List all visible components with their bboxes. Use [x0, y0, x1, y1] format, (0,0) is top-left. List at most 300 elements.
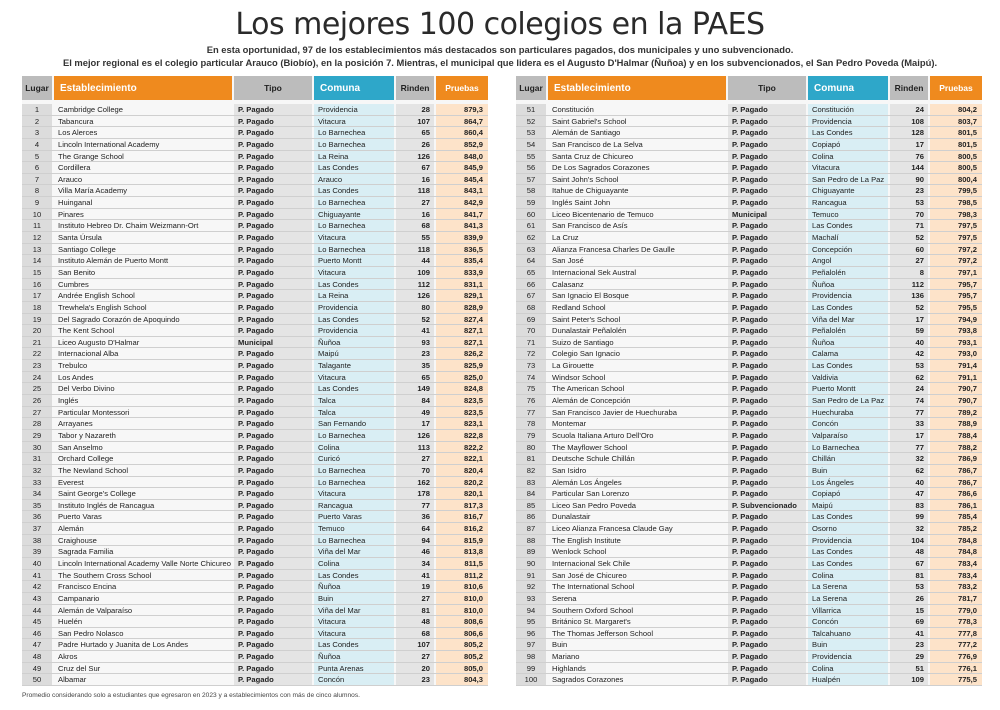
cell-rinden: 94	[396, 535, 434, 546]
cell-lugar: 67	[516, 290, 546, 301]
cell-pruebas: 784,8	[930, 535, 982, 546]
cell-rinden: 17	[890, 314, 928, 325]
cell-pruebas: 776,1	[930, 663, 982, 674]
cell-pruebas: 795,7	[930, 279, 982, 290]
cell-establecimiento: San Anselmo	[58, 442, 103, 452]
cell-lugar: 74	[516, 372, 546, 383]
header-establecimiento: Establecimiento	[54, 76, 232, 100]
cell-rinden: 126	[396, 430, 434, 441]
cell-lugar: 86	[516, 511, 546, 522]
cell-tipo: P. Pagado	[234, 372, 312, 383]
cell-comuna: Providencia	[314, 325, 394, 336]
cell-tipo: P. Pagado	[728, 360, 806, 371]
cell-comuna: Hualpén	[808, 674, 888, 685]
cell-comuna: Curicó	[314, 453, 394, 464]
cell-establecimiento: Southern Oxford School	[552, 605, 634, 615]
cell-establecimiento: Inglés Saint John	[552, 198, 611, 208]
cell-establecimiento: Everest	[58, 477, 84, 487]
cell-establecimiento: Tabancura	[58, 116, 94, 126]
table-row	[516, 337, 982, 349]
cell-pruebas: 879,3	[436, 104, 488, 115]
cell-establecimiento: Internacional Sek Austral	[552, 267, 637, 277]
cell-comuna: Lo Barnechea	[314, 139, 394, 150]
cell-pruebas: 827,4	[436, 314, 488, 325]
cell-comuna: Talca	[314, 407, 394, 418]
cell-establecimiento: Alianza Francesa Charles De Gaulle	[552, 244, 675, 254]
table-row	[516, 477, 982, 489]
cell-rinden: 32	[890, 453, 928, 464]
table-row	[516, 244, 982, 256]
cell-establecimiento: Los Andes	[58, 372, 94, 382]
cell-pruebas: 790,7	[930, 383, 982, 394]
cell-pruebas: 804,3	[436, 674, 488, 685]
cell-pruebas: 827,1	[436, 337, 488, 348]
cell-lugar: 53	[516, 127, 546, 138]
cell-lugar: 4	[22, 139, 52, 150]
cell-lugar: 68	[516, 302, 546, 313]
cell-rinden: 23	[396, 674, 434, 685]
cell-comuna: La Serena	[808, 581, 888, 592]
cell-lugar: 8	[22, 185, 52, 196]
cell-tipo: P. Pagado	[728, 453, 806, 464]
cell-comuna: Las Condes	[314, 162, 394, 173]
cell-pruebas: 788,2	[930, 442, 982, 453]
cell-tipo: P. Pagado	[728, 605, 806, 616]
cell-pruebas: 825,9	[436, 360, 488, 371]
header-lugar: Lugar	[516, 76, 546, 100]
cell-comuna: Temuco	[808, 209, 888, 220]
cell-pruebas: 822,2	[436, 442, 488, 453]
cell-comuna: La Reina	[314, 290, 394, 301]
table-row	[22, 244, 488, 256]
cell-rinden: 34	[396, 558, 434, 569]
cell-comuna: Lo Barnechea	[314, 477, 394, 488]
cell-pruebas: 803,7	[930, 116, 982, 127]
table-row	[22, 383, 488, 395]
cell-lugar: 37	[22, 523, 52, 534]
cell-rinden: 118	[396, 244, 434, 255]
cell-comuna: Viña del Mar	[314, 546, 394, 557]
cell-tipo: P. Pagado	[728, 639, 806, 650]
cell-pruebas: 820,4	[436, 465, 488, 476]
cell-lugar: 56	[516, 162, 546, 173]
cell-comuna: Ñuñoa	[314, 581, 394, 592]
cell-lugar: 29	[22, 430, 52, 441]
cell-establecimiento: Saint Gabriel's School	[552, 116, 627, 126]
cell-rinden: 62	[890, 372, 928, 383]
cell-comuna: Concón	[808, 616, 888, 627]
cell-rinden: 77	[396, 500, 434, 511]
table-row	[22, 360, 488, 372]
cell-pruebas: 810,0	[436, 605, 488, 616]
cell-pruebas: 778,3	[930, 616, 982, 627]
cell-comuna: Vitacura	[314, 116, 394, 127]
cell-lugar: 76	[516, 395, 546, 406]
table-row	[22, 185, 488, 197]
table-row	[516, 605, 982, 617]
table-row	[516, 407, 982, 419]
cell-comuna: Arauco	[314, 174, 394, 185]
cell-establecimiento: Arauco	[58, 174, 83, 184]
cell-comuna: Concón	[808, 418, 888, 429]
cell-lugar: 73	[516, 360, 546, 371]
cell-tipo: P. Pagado	[234, 220, 312, 231]
cell-lugar: 17	[22, 290, 52, 301]
cell-lugar: 32	[22, 465, 52, 476]
table-row	[516, 209, 982, 221]
cell-rinden: 16	[396, 174, 434, 185]
cell-tipo: P. Pagado	[234, 418, 312, 429]
cell-lugar: 96	[516, 628, 546, 639]
cell-comuna: Las Condes	[808, 360, 888, 371]
cell-rinden: 32	[890, 523, 928, 534]
cell-lugar: 72	[516, 348, 546, 359]
cell-rinden: 27	[396, 453, 434, 464]
cell-comuna: Providencia	[314, 302, 394, 313]
cell-pruebas: 841,7	[436, 209, 488, 220]
cell-lugar: 50	[22, 674, 52, 685]
cell-pruebas: 797,2	[930, 255, 982, 266]
cell-tipo: P. Subvencionado	[728, 500, 806, 511]
cell-comuna: Providencia	[314, 104, 394, 115]
cell-pruebas: 798,3	[930, 209, 982, 220]
cell-tipo: P. Pagado	[234, 127, 312, 138]
table-row	[516, 174, 982, 186]
cell-tipo: P. Pagado	[234, 185, 312, 196]
cell-rinden: 26	[396, 139, 434, 150]
cell-lugar: 95	[516, 616, 546, 627]
table-row	[22, 488, 488, 500]
cell-lugar: 21	[22, 337, 52, 348]
cell-establecimiento: Sagrada Familia	[58, 547, 114, 557]
cell-lugar: 100	[516, 674, 546, 685]
cell-rinden: 20	[396, 663, 434, 674]
cell-establecimiento: Instituto Hebreo Dr. Chaim Weizmann-Ort	[58, 221, 199, 231]
header-comuna: Comuna	[314, 76, 394, 100]
cell-tipo: P. Pagado	[234, 442, 312, 453]
cell-lugar: 70	[516, 325, 546, 336]
table-row	[516, 616, 982, 628]
cell-tipo: P. Pagado	[234, 616, 312, 627]
cell-pruebas: 798,5	[930, 197, 982, 208]
cell-comuna: Peñalolén	[808, 267, 888, 278]
cell-lugar: 12	[22, 232, 52, 243]
cell-lugar: 89	[516, 546, 546, 557]
cell-rinden: 51	[890, 663, 928, 674]
cell-pruebas: 860,4	[436, 127, 488, 138]
cell-establecimiento: Constitución	[552, 105, 594, 114]
cell-tipo: P. Pagado	[234, 290, 312, 301]
cell-tipo: P. Pagado	[234, 209, 312, 220]
cell-establecimiento: Liceo Augusto D'Halmar	[58, 337, 140, 347]
cell-tipo: P. Pagado	[728, 477, 806, 488]
cell-pruebas: 805,2	[436, 651, 488, 662]
header-rinden: Rinden	[396, 76, 434, 100]
table-row	[516, 220, 982, 232]
table-row	[22, 523, 488, 535]
cell-pruebas: 822,1	[436, 453, 488, 464]
cell-pruebas: 848,0	[436, 151, 488, 162]
cell-comuna: Constitución	[808, 104, 888, 115]
cell-establecimiento: Liceo San Pedro Poveda	[552, 500, 637, 510]
cell-establecimiento: The English Institute	[552, 535, 621, 545]
cell-establecimiento: Saint Peter's School	[552, 314, 621, 324]
cell-comuna: Copiapó	[808, 488, 888, 499]
cell-comuna: San Fernando	[314, 418, 394, 429]
cell-establecimiento: San Benito	[58, 267, 96, 277]
cell-rinden: 26	[890, 593, 928, 604]
cell-rinden: 40	[890, 337, 928, 348]
table-row	[22, 279, 488, 291]
cell-pruebas: 852,9	[436, 139, 488, 150]
cell-rinden: 46	[396, 546, 434, 557]
cell-comuna: Colina	[314, 558, 394, 569]
cell-comuna: Maipú	[314, 348, 394, 359]
cell-lugar: 82	[516, 465, 546, 476]
ranking-table-right	[516, 76, 982, 686]
cell-tipo: P. Pagado	[728, 558, 806, 569]
cell-pruebas: 839,9	[436, 232, 488, 243]
cell-rinden: 52	[890, 232, 928, 243]
cell-lugar: 22	[22, 348, 52, 359]
cell-pruebas: 805,0	[436, 663, 488, 674]
cell-comuna: Las Condes	[808, 546, 888, 557]
cell-pruebas: 794,9	[930, 314, 982, 325]
cell-lugar: 36	[22, 511, 52, 522]
cell-rinden: 81	[890, 570, 928, 581]
table-row	[22, 209, 488, 221]
cell-establecimiento: The Southern Cross School	[58, 570, 152, 580]
cell-tipo: P. Pagado	[728, 372, 806, 383]
cell-lugar: 44	[22, 605, 52, 616]
cell-comuna: Las Condes	[314, 279, 394, 290]
cell-tipo: P. Pagado	[728, 593, 806, 604]
cell-establecimiento: San José	[552, 256, 584, 266]
cell-establecimiento: Santa Cruz de Chicureo	[552, 151, 634, 161]
cell-lugar: 26	[22, 395, 52, 406]
table-row	[516, 628, 982, 640]
cell-pruebas: 801,5	[930, 139, 982, 150]
cell-pruebas: 828,9	[436, 302, 488, 313]
cell-establecimiento: Huinganal	[58, 198, 93, 208]
cell-lugar: 25	[22, 383, 52, 394]
table-row	[22, 430, 488, 442]
table-row	[516, 593, 982, 605]
cell-lugar: 10	[22, 209, 52, 220]
table-row	[516, 663, 982, 675]
cell-pruebas: 843,1	[436, 185, 488, 196]
cell-comuna: La Serena	[808, 593, 888, 604]
cell-establecimiento: The American School	[552, 384, 625, 394]
table-row	[22, 325, 488, 337]
cell-rinden: 23	[890, 185, 928, 196]
cell-establecimiento: Instituto Inglés de Rancagua	[58, 500, 155, 510]
cell-comuna: Vitacura	[314, 267, 394, 278]
table-row	[516, 290, 982, 302]
cell-rinden: 55	[396, 232, 434, 243]
cell-rinden: 52	[396, 314, 434, 325]
ranking-table-left	[22, 76, 488, 686]
cell-rinden: 52	[890, 302, 928, 313]
cell-tipo: P. Pagado	[234, 139, 312, 150]
cell-pruebas: 777,8	[930, 628, 982, 639]
cell-comuna: Vitacura	[314, 488, 394, 499]
cell-establecimiento: The International School	[552, 582, 635, 592]
cell-lugar: 47	[22, 639, 52, 650]
cell-tipo: P. Pagado	[728, 267, 806, 278]
cell-lugar: 23	[22, 360, 52, 371]
table-row	[22, 500, 488, 512]
cell-establecimiento: Andrée English School	[58, 291, 135, 301]
cell-establecimiento: Orchard College	[58, 454, 114, 464]
cell-tipo: P. Pagado	[728, 488, 806, 499]
cell-tipo: P. Pagado	[234, 104, 312, 115]
table-row	[22, 639, 488, 651]
cell-pruebas: 831,1	[436, 279, 488, 290]
cell-tipo: P. Pagado	[234, 663, 312, 674]
cell-lugar: 75	[516, 383, 546, 394]
cell-tipo: P. Pagado	[728, 162, 806, 173]
cell-pruebas: 835,4	[436, 255, 488, 266]
cell-establecimiento: Suizo de Santiago	[552, 337, 614, 347]
cell-rinden: 41	[396, 570, 434, 581]
cell-lugar: 5	[22, 151, 52, 162]
cell-rinden: 108	[890, 116, 928, 127]
cell-lugar: 58	[516, 185, 546, 196]
cell-lugar: 92	[516, 581, 546, 592]
cell-comuna: Puerto Varas	[314, 511, 394, 522]
table-row	[22, 663, 488, 675]
table-row	[22, 651, 488, 663]
cell-pruebas: 833,9	[436, 267, 488, 278]
cell-tipo: P. Pagado	[234, 197, 312, 208]
cell-rinden: 29	[890, 651, 928, 662]
cell-tipo: P. Pagado	[728, 430, 806, 441]
cell-comuna: Puerto Montt	[808, 383, 888, 394]
cell-lugar: 59	[516, 197, 546, 208]
cell-tipo: P. Pagado	[234, 232, 312, 243]
table-row	[22, 407, 488, 419]
cell-tipo: P. Pagado	[234, 407, 312, 418]
cell-rinden: 60	[890, 244, 928, 255]
table-row	[22, 220, 488, 232]
cell-establecimiento: San José de Chicureo	[552, 570, 627, 580]
table-row	[22, 174, 488, 186]
cell-establecimiento: La Cruz	[552, 233, 579, 243]
cell-lugar: 52	[516, 116, 546, 127]
table-row	[22, 511, 488, 523]
subtitle-line-2: El mejor regional es el colegio particular Arauco (Biobío), en la posición 7. Mientras, el municipal que lidera es el Augusto D'Halmar (Ñuñoa) y en los subvencionados, el San Pedro Poveda (Maipú).	[62, 57, 938, 68]
cell-pruebas: 800,4	[930, 174, 982, 185]
cell-tipo: P. Pagado	[728, 174, 806, 185]
header-rinden: Rinden	[890, 76, 928, 100]
table-row	[22, 546, 488, 558]
cell-tipo: P. Pagado	[234, 465, 312, 476]
cell-establecimiento: Santa Úrsula	[58, 233, 102, 243]
cell-pruebas: 783,4	[930, 570, 982, 581]
cell-rinden: 15	[890, 605, 928, 616]
cell-rinden: 40	[890, 477, 928, 488]
table-row	[516, 279, 982, 291]
header-tipo: Tipo	[728, 76, 806, 100]
cell-establecimiento: The Grange School	[58, 151, 124, 161]
cell-tipo: P. Pagado	[234, 267, 312, 278]
cell-comuna: Rancagua	[314, 500, 394, 511]
cell-comuna: Las Condes	[808, 558, 888, 569]
table-row	[516, 535, 982, 547]
cell-comuna: Colina	[808, 570, 888, 581]
cell-pruebas: 801,5	[930, 127, 982, 138]
cell-comuna: Lo Barnechea	[314, 465, 394, 476]
cell-lugar: 9	[22, 197, 52, 208]
cell-comuna: San Pedro de La Paz	[808, 174, 888, 185]
cell-establecimiento: Del Verbo Divino	[58, 384, 115, 394]
cell-pruebas: 795,5	[930, 302, 982, 313]
cell-pruebas: 793,8	[930, 325, 982, 336]
cell-tipo: P. Pagado	[728, 185, 806, 196]
cell-comuna: Concón	[314, 674, 394, 685]
cell-comuna: Las Condes	[808, 220, 888, 231]
cell-lugar: 3	[22, 127, 52, 138]
cell-pruebas: 800,5	[930, 162, 982, 173]
cell-rinden: 144	[890, 162, 928, 173]
cell-comuna: Vitacura	[314, 628, 394, 639]
cell-establecimiento: Huelén	[58, 617, 83, 627]
cell-establecimiento: Alemán Los Ángeles	[552, 477, 622, 487]
table-row	[22, 372, 488, 384]
cell-pruebas: 823,5	[436, 395, 488, 406]
cell-tipo: P. Pagado	[234, 674, 312, 685]
cell-rinden: 28	[396, 104, 434, 115]
cell-pruebas: 842,9	[436, 197, 488, 208]
table-row	[22, 395, 488, 407]
cell-lugar: 85	[516, 500, 546, 511]
cell-establecimiento: Itahue de Chiguayante	[552, 186, 629, 196]
cell-establecimiento: Puerto Varas	[58, 512, 102, 522]
cell-rinden: 27	[396, 651, 434, 662]
cell-establecimiento: Albamar	[58, 675, 87, 685]
cell-tipo: P. Pagado	[234, 453, 312, 464]
cell-rinden: 112	[396, 279, 434, 290]
cell-establecimiento: Particular Montessori	[58, 407, 130, 417]
cell-lugar: 91	[516, 570, 546, 581]
cell-establecimiento: Windsor School	[552, 372, 606, 382]
cell-comuna: Buin	[808, 465, 888, 476]
cell-rinden: 24	[890, 383, 928, 394]
cell-tipo: P. Pagado	[234, 511, 312, 522]
cell-pruebas: 827,1	[436, 325, 488, 336]
cell-establecimiento: Scuola Italiana Arturo Dell'Oro	[552, 430, 654, 440]
cell-tipo: P. Pagado	[728, 570, 806, 581]
cell-pruebas: 777,2	[930, 639, 982, 650]
cell-pruebas: 811,5	[436, 558, 488, 569]
cell-tipo: P. Pagado	[234, 162, 312, 173]
table-row	[22, 535, 488, 547]
cell-tipo: P. Pagado	[728, 302, 806, 313]
cell-rinden: 33	[890, 418, 928, 429]
cell-comuna: Vitacura	[314, 232, 394, 243]
table-row	[516, 267, 982, 279]
cell-lugar: 66	[516, 279, 546, 290]
cell-comuna: Chillán	[808, 453, 888, 464]
cell-tipo: P. Pagado	[728, 651, 806, 662]
subtitle-line-1: En esta oportunidad, 97 de los establecimientos más destacados son particulares pagados, dos municipales y uno subvencionado.	[206, 44, 794, 55]
cell-establecimiento: Buin	[552, 640, 568, 650]
cell-establecimiento: Craighouse	[58, 535, 97, 545]
cell-tipo: P. Pagado	[728, 674, 806, 685]
cell-pruebas: 836,5	[436, 244, 488, 255]
cell-comuna: Chiguayante	[314, 209, 394, 220]
